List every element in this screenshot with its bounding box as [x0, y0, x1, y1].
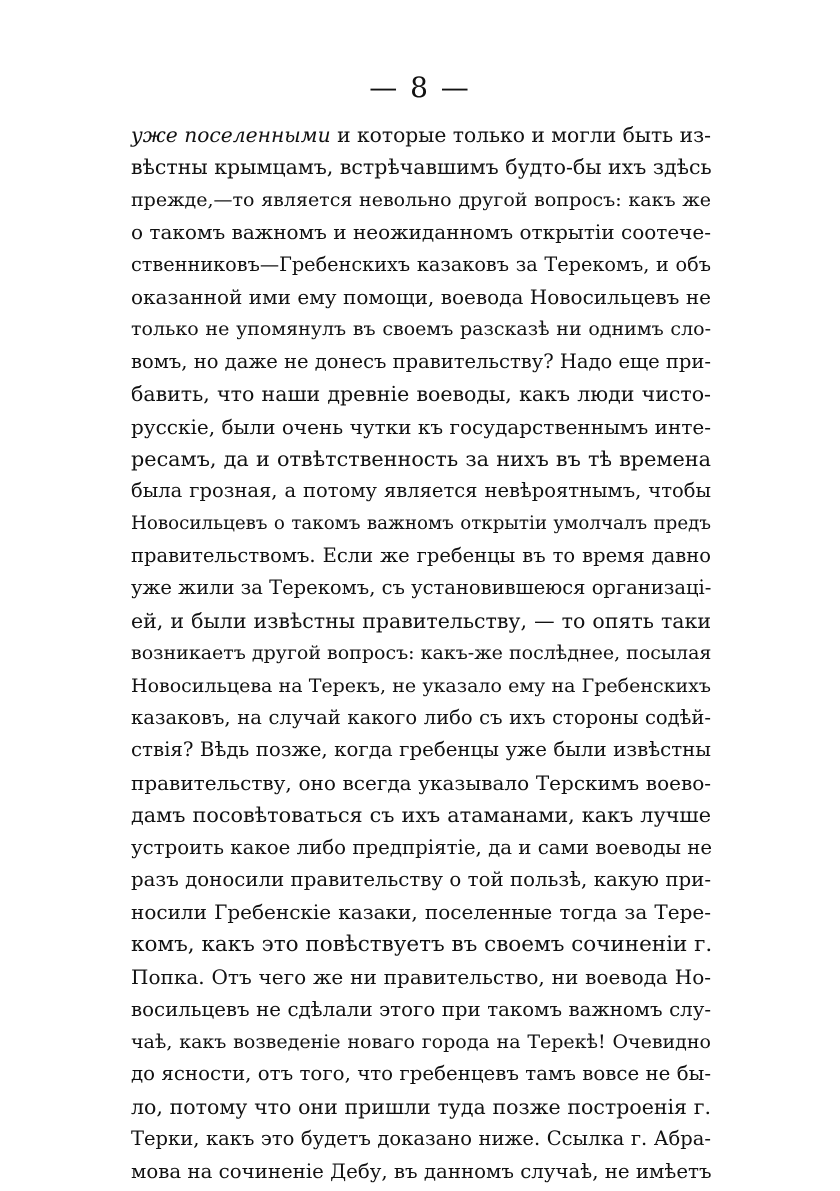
- text-line: восильцевъ не сдѣлали этого при такомъ важномъ слу-: [131, 997, 711, 1021]
- text-line: была грозная, а потому является невѣроятнымъ, чтобы: [131, 479, 711, 503]
- text-line: вомъ, но даже не донесъ правительству? Надо еще при-: [131, 349, 711, 373]
- italic-phrase: уже поселенными: [131, 123, 331, 147]
- body-text: [131, 119, 711, 1188]
- text-line: дамъ посовѣтоваться съ ихъ атаманами, какъ лучше: [131, 803, 711, 828]
- text-line: Новосильцева на Терекъ, не указало ему на Гребенскихъ: [131, 674, 711, 697]
- text-line: мова на сочиненіе Дебу, въ данномъ случаѣ, не имѣетъ: [131, 1159, 712, 1183]
- text-line: ствія? Вѣдь позже, когда гребенцы уже были извѣстны: [131, 738, 711, 762]
- text-line: казаковъ, на случай какого либо съ ихъ стороны содѣй-: [131, 706, 711, 730]
- text-line: Новосильцевъ о такомъ важномъ открытіи умолчалъ предъ: [131, 512, 711, 534]
- text-line: чаѣ, какъ возведеніе новаго города на Терекѣ! Очевидно: [131, 1030, 711, 1053]
- text-line: о такомъ важномъ и неожиданномъ открытіи соотече-: [131, 220, 711, 245]
- text-line: носили Гребенскіе казаки, поселенные тогда за Тере-: [131, 900, 711, 925]
- text-line: ственниковъ—Гребенскихъ казаковъ за Терекомъ, и объ: [131, 252, 711, 276]
- text-line: прежде,—то является невольно другой вопросъ: какъ же: [131, 188, 711, 211]
- text-line: русскіе, были очень чутки къ государственнымъ инте-: [131, 414, 711, 439]
- text-line: оказанной ими ему помощи, воевода Новосильцевъ не: [131, 284, 711, 309]
- text-line: ло, потому что они пришли туда позже построенія г.: [131, 1094, 711, 1119]
- text-line: ресамъ, да и отвѣтственность за нихъ въ тѣ времена: [131, 446, 711, 471]
- text-line: [131, 119, 711, 151]
- text-line: разъ доносили правительству о той пользѣ, какую при-: [131, 867, 711, 891]
- text-line: ей, и были извѣстны правительству, — то опять таки: [131, 608, 711, 633]
- text-line-rest: и которые только и могли быть из-: [330, 123, 712, 147]
- text-line: Попка. Отъ чего же ни правительство, ни воевода Но-: [131, 965, 711, 990]
- text-line: правительствомъ. Если же гребенцы въ то время давно: [131, 544, 711, 568]
- text-line: только не упомянулъ въ своемъ разсказѣ ни однимъ сло-: [131, 318, 711, 341]
- text-line: устроить какое либо предпріятіе, да и сами воеводы не: [131, 835, 713, 859]
- text-line: вѣстны крымцамъ, встрѣчавшимъ будто-бы ихъ здѣсь: [131, 155, 712, 180]
- text-line: Терки, какъ это будетъ доказано ниже. Ссылка г. Абра-: [131, 1127, 711, 1151]
- page-number: — 8 —: [369, 71, 471, 104]
- text-line: правительству, оно всегда указывало Терскимъ воево-: [131, 770, 711, 795]
- text-line: возникаетъ другой вопросъ: какъ-же послѣднее, посылая: [131, 642, 712, 665]
- text-line: комъ, какъ это повѣствуетъ въ своемъ сочиненіи г.: [131, 931, 713, 957]
- text-line: до ясности, отъ того, что гребенцевъ тамъ вовсе не бы-: [131, 1062, 711, 1086]
- text-line: уже жили за Терекомъ, съ установившеюся организаці-: [131, 576, 712, 600]
- text-line: бавить, что наши древніе воеводы, какъ люди чисто-: [131, 382, 711, 407]
